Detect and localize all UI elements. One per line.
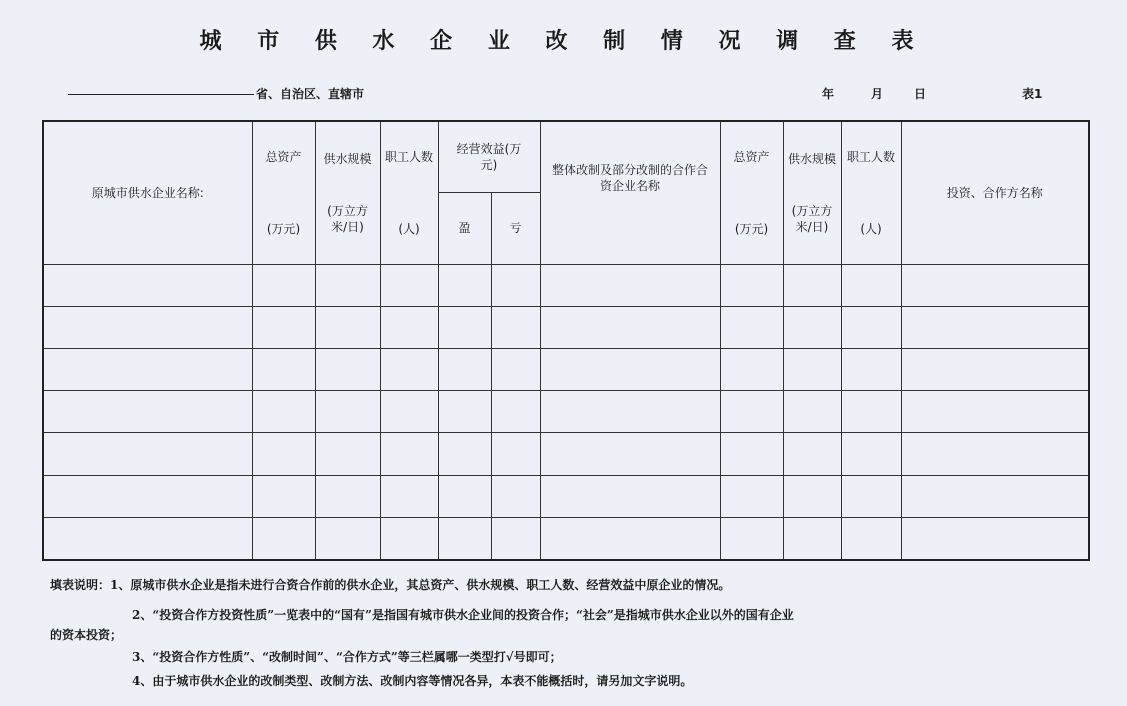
- cell[interactable]: [841, 433, 901, 475]
- cell[interactable]: [315, 349, 380, 391]
- cell[interactable]: [720, 264, 783, 306]
- cell[interactable]: [783, 517, 841, 560]
- cell[interactable]: [491, 306, 540, 348]
- cell[interactable]: [783, 349, 841, 391]
- table-row: [43, 264, 1089, 306]
- province-label: 省、自治区、直辖市: [256, 87, 365, 101]
- cell[interactable]: [315, 306, 380, 348]
- table-row: [43, 349, 1089, 391]
- header-scale-2: 供水规模 (万立方米/日): [783, 121, 841, 264]
- date-month-label: 月: [871, 87, 884, 101]
- cell[interactable]: [720, 306, 783, 348]
- cell[interactable]: [380, 517, 438, 560]
- table-number: 表1: [1022, 87, 1043, 101]
- cell[interactable]: [252, 264, 315, 306]
- header-staff-1: 职工人数 (人): [380, 121, 438, 264]
- cell[interactable]: [252, 306, 315, 348]
- cell[interactable]: [720, 391, 783, 433]
- cell[interactable]: [252, 391, 315, 433]
- header-partner: 投资、合作方名称: [901, 121, 1089, 264]
- cell[interactable]: [380, 349, 438, 391]
- cell[interactable]: [315, 433, 380, 475]
- cell[interactable]: [380, 306, 438, 348]
- cell[interactable]: [438, 306, 491, 348]
- cell[interactable]: [43, 475, 252, 517]
- form-title: 城 市 供 水 企 业 改 制 情 况 调 查 表: [199, 28, 928, 54]
- header-loss: 亏: [491, 193, 540, 264]
- cell[interactable]: [252, 475, 315, 517]
- table-row: [43, 475, 1089, 517]
- header-benefit: 经营效益(万元): [438, 121, 540, 193]
- cell[interactable]: [901, 264, 1089, 306]
- cell[interactable]: [540, 264, 720, 306]
- cell[interactable]: [901, 306, 1089, 348]
- cell[interactable]: [43, 306, 252, 348]
- note-2: 2、“投资合作方投资性质”一览表中的“国有”是指国有城市供水企业间的投资合作；“社会”是指城市供水企业以外的国有企业: [132, 608, 794, 622]
- cell[interactable]: [720, 349, 783, 391]
- cell[interactable]: [841, 349, 901, 391]
- date-day-label: 日: [914, 87, 927, 101]
- cell[interactable]: [43, 391, 252, 433]
- cell[interactable]: [438, 475, 491, 517]
- header-scale-1: 供水规模 (万立方米/日): [315, 121, 380, 264]
- note-4: 4、由于城市供水企业的改制类型、改制方法、改制内容等情况各异，本表不能概括时，请另加文字说明。: [132, 674, 693, 688]
- cell[interactable]: [841, 517, 901, 560]
- cell[interactable]: [491, 349, 540, 391]
- cell[interactable]: [491, 391, 540, 433]
- cell[interactable]: [901, 433, 1089, 475]
- province-blank-line[interactable]: [68, 94, 254, 95]
- table-row: [43, 306, 1089, 348]
- cell[interactable]: [540, 433, 720, 475]
- header-orig-name: 原城市供水企业名称:: [43, 121, 252, 264]
- cell[interactable]: [841, 475, 901, 517]
- table-row: [43, 433, 1089, 475]
- cell[interactable]: [540, 349, 720, 391]
- header-assets-2: 总资产 (万元): [720, 121, 783, 264]
- note-2-cont: 的资本投资；: [50, 628, 123, 642]
- cell[interactable]: [540, 475, 720, 517]
- date-year-label: 年: [822, 87, 835, 101]
- cell[interactable]: [315, 391, 380, 433]
- cell[interactable]: [43, 517, 252, 560]
- cell[interactable]: [540, 306, 720, 348]
- cell[interactable]: [720, 475, 783, 517]
- cell[interactable]: [540, 391, 720, 433]
- cell[interactable]: [380, 475, 438, 517]
- cell[interactable]: [783, 306, 841, 348]
- cell[interactable]: [315, 475, 380, 517]
- header-assets-1: 总资产 (万元): [252, 121, 315, 264]
- cell[interactable]: [491, 433, 540, 475]
- survey-table: [42, 120, 1090, 561]
- cell[interactable]: [841, 391, 901, 433]
- cell[interactable]: [315, 264, 380, 306]
- cell[interactable]: [438, 433, 491, 475]
- cell[interactable]: [491, 517, 540, 560]
- cell[interactable]: [438, 517, 491, 560]
- cell[interactable]: [720, 433, 783, 475]
- cell[interactable]: [43, 349, 252, 391]
- cell[interactable]: [540, 517, 720, 560]
- note-1: 填表说明：1、原城市供水企业是指未进行合资合作前的供水企业，其总资产、供水规模、职工人数、经营效益中原企业的情况。: [50, 578, 731, 592]
- cell[interactable]: [252, 349, 315, 391]
- header-profit: 盈: [438, 193, 491, 264]
- cell[interactable]: [841, 306, 901, 348]
- cell[interactable]: [252, 517, 315, 560]
- cell[interactable]: [252, 433, 315, 475]
- cell[interactable]: [901, 517, 1089, 560]
- cell[interactable]: [783, 475, 841, 517]
- cell[interactable]: [43, 433, 252, 475]
- cell[interactable]: [783, 433, 841, 475]
- cell[interactable]: [380, 391, 438, 433]
- cell[interactable]: [438, 349, 491, 391]
- cell[interactable]: [438, 264, 491, 306]
- cell[interactable]: [380, 433, 438, 475]
- cell[interactable]: [841, 264, 901, 306]
- cell[interactable]: [438, 391, 491, 433]
- cell[interactable]: [783, 264, 841, 306]
- cell[interactable]: [43, 264, 252, 306]
- cell[interactable]: [380, 264, 438, 306]
- table-row: [43, 517, 1089, 560]
- cell[interactable]: [783, 391, 841, 433]
- header-staff-2: 职工人数 (人): [841, 121, 901, 264]
- cell[interactable]: [491, 475, 540, 517]
- cell[interactable]: [491, 264, 540, 306]
- cell[interactable]: [901, 349, 1089, 391]
- table-row: [43, 391, 1089, 433]
- cell[interactable]: [720, 517, 783, 560]
- cell[interactable]: [901, 391, 1089, 433]
- header-reform-name: 整体改制及部分改制的合作合资企业名称: [540, 121, 720, 264]
- cell[interactable]: [315, 517, 380, 560]
- cell[interactable]: [901, 475, 1089, 517]
- note-3: 3、“投资合作方性质”、“改制时间”、“合作方式”等三栏属哪一类型打√号即可；: [132, 650, 562, 664]
